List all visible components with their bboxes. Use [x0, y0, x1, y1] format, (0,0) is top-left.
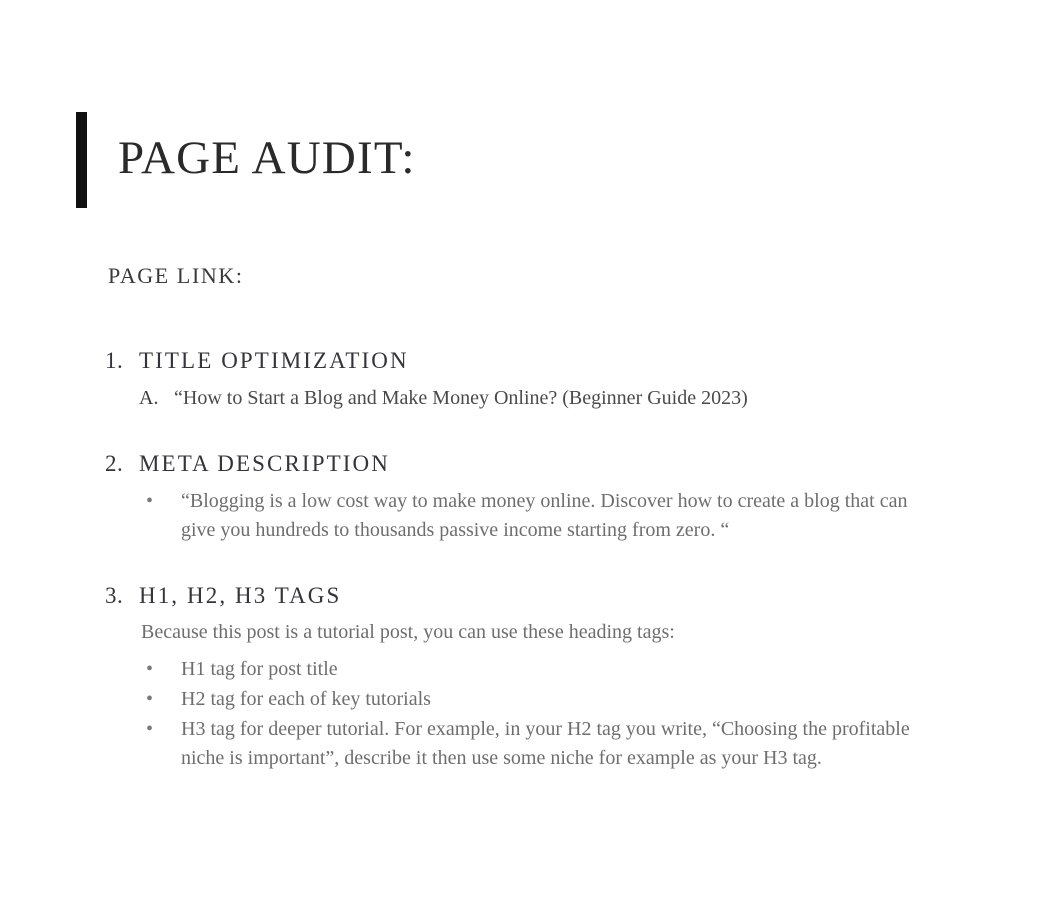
list-item [139, 384, 929, 413]
page-title: PAGE AUDIT: [118, 131, 416, 184]
list-item-text: “How to Start a Blog and Make Money Online? (Beginner Guide 2023) [174, 387, 748, 409]
list-item-marker: A. [139, 387, 159, 409]
section-intro-text: Because this post is a tutorial post, you can use these heading tags: [141, 621, 675, 643]
bullet-icon: • [146, 658, 154, 680]
section-number: 2. [105, 451, 124, 476]
title-accent-bar [76, 112, 87, 208]
bullet-icon: • [146, 688, 154, 710]
list-item-text: H1 tag for post title [181, 658, 338, 680]
section-heading [0, 451, 1051, 477]
list-item [139, 715, 929, 773]
section-heading-tags [0, 583, 1051, 773]
section-title: TITLE OPTIMIZATION [139, 348, 409, 373]
section-heading [0, 583, 1051, 609]
page-link-label: PAGE LINK: [108, 263, 244, 288]
section-list [0, 348, 1051, 773]
list-item-text: H3 tag for deeper tutorial. For example, in your H2 tag you write, “Choosing the profitable niche is important”, describe it then use some niche for example as your H3 tag. [181, 718, 910, 769]
list-item [139, 655, 929, 684]
section-heading [0, 348, 1051, 374]
heading-tag-bullets [0, 655, 1051, 773]
list-item [139, 487, 929, 545]
page-title-block [76, 112, 416, 208]
section-title: META DESCRIPTION [139, 451, 390, 476]
list-item-text: “Blogging is a low cost way to make money online. Discover how to create a blog that can give you hundreds to thousands passive income starting from zero. “ [181, 490, 908, 541]
section-meta-description [0, 451, 1051, 545]
list-item-text: H2 tag for each of key tutorials [181, 688, 431, 710]
list-item [139, 685, 929, 714]
bullet-icon: • [146, 490, 154, 512]
section-number: 3. [105, 583, 124, 608]
bullet-icon: • [146, 718, 154, 740]
section-title-optimization [0, 348, 1051, 413]
section-title: H1, H2, H3 TAGS [139, 583, 342, 608]
section-number: 1. [105, 348, 124, 373]
